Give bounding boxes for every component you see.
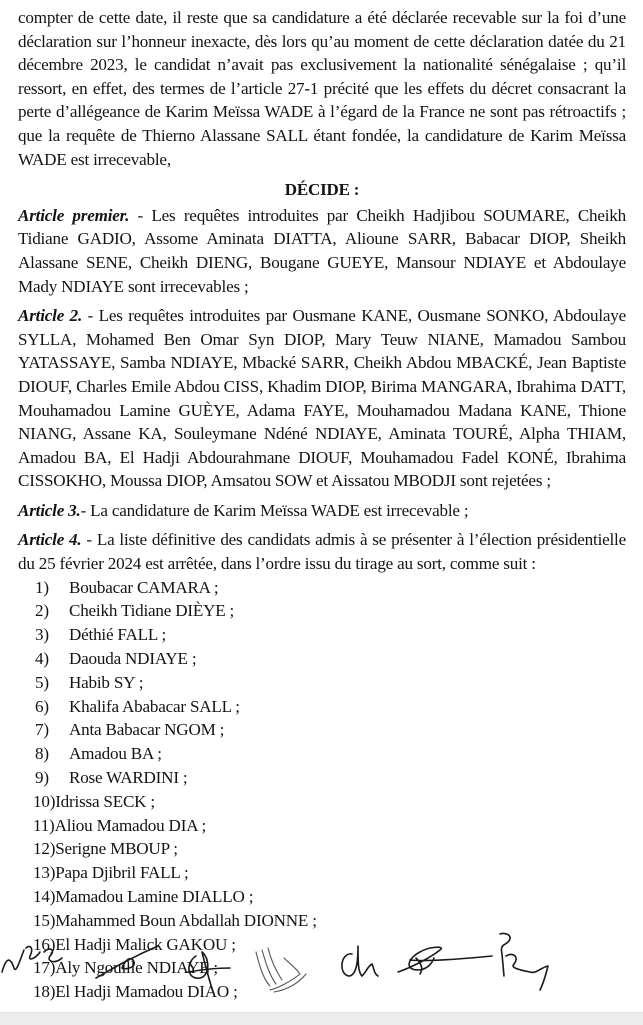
list-number: 1) [35,577,49,597]
list-item [18,695,626,719]
signature-3 [188,952,230,994]
signature-1 [2,946,62,972]
list-item [18,885,626,909]
list-item [18,837,626,861]
list-number: 7) [35,720,49,740]
list-item [18,742,626,766]
candidate-name: Idrissa SECK ; [55,791,155,811]
list-number: 16) [33,934,56,954]
article-3-text: - La candidature de Karim Meïssa WADE est irrecevable ; [80,500,469,520]
candidate-name: Papa Djibril FALL ; [55,863,189,883]
list-number: 3) [35,625,49,645]
signature-2 [96,946,158,978]
article-2-text: - Les requêtes introduites par Ousmane KANE, Ousmane SONKO, Abdoulaye SYLLA, Mohamed Ben Omar Syn DIOP, Mary Teuw NIANE, Mamadou Sambou YATASSAYE, Samba NDIAYE, Mbacké SARR, Cheikh Abdou MBACKÉ, Jean Baptiste DIOUF, Charles Emile Abdou CISS, Khadim DIOP, Birima MANGARA, Ibrahima DATT, Mouhamadou Lamine GUÈYE, Adama FAYE, Mouhamadou Madana KANE, Thione NIANG, Assane KA, Souleymane Ndéné NDIAYE, Aminata TOURÉ, Alpha THIAM, Amadou BA, El Hadji Abdourahmane DIOUF, Mouhamadou Fadel KONÉ, Ibrahima CISSOKHO, Moussa DIOP, Amsatou SOW et Aissatou MBODJI sont rejetées ; [18,306,626,491]
list-number: 17) [33,958,56,978]
candidate-name: Serigne MBOUP ; [55,839,178,859]
article-4-text: - La liste définitive des candidats admis à se présenter à l’élection présidentielle du 25 février 2024 est arrêtée, dans l’ordre issu du tirage au sort, comme suit : [18,530,626,574]
list-item [18,766,626,790]
list-number: 2) [35,601,49,621]
candidate-name: El Hadji Mamadou DIAO ; [55,982,238,1002]
list-item [18,647,626,671]
candidate-name: El Hadji Malick GAKOU ; [55,934,236,954]
list-number: 4) [35,649,49,669]
list-number: 14) [33,887,56,907]
candidate-name: Déthié FALL ; [69,625,167,645]
list-number: 8) [35,744,49,764]
candidate-name: Khalifa Ababacar SALL ; [69,696,240,716]
decide-heading: DÉCIDE : [284,180,360,200]
candidate-name: Amadou BA ; [69,744,162,764]
list-number: 18) [33,982,56,1002]
signatures-svg [0,928,643,998]
list-number: 12) [33,839,56,859]
signature-7 [500,933,548,990]
article-1 [18,204,626,298]
article-2-label: Article 2. [18,306,83,326]
list-number: 5) [35,672,49,692]
article-1-label: Article premier. [18,205,130,225]
list-item [18,576,626,600]
article-2 [18,304,626,493]
list-number: 11) [33,815,55,835]
list-item [18,814,626,838]
article-4-label: Article 4. [18,530,82,550]
signature-4 [256,948,306,992]
candidate-name: Daouda NDIAYE ; [69,649,197,669]
list-item [18,790,626,814]
candidate-name: Aliou Mamadou DIA ; [54,815,207,835]
article-3-label: Article 3. [18,500,81,520]
signature-6 [398,947,492,974]
candidate-name: Cheikh Tidiane DIÈYE ; [69,601,235,621]
list-number: 13) [33,863,56,883]
list-item [18,861,626,885]
article-4 [18,528,626,575]
list-number: 10) [33,791,56,811]
document-page [18,6,626,1004]
list-item [18,671,626,695]
candidate-name: Mamadou Lamine DIALLO ; [55,887,254,907]
intro-paragraph: compter de cette date, il reste que sa candidature a été déclarée recevable sur la foi d’une déclaration sur l’honneur inexacte, dès lors qu’au moment de cette déclaration datée du 21 décembre 2023, le candidat n’avait pas exclusivement la nationalité sénégalaise ; qu’il ressort, en effet, des termes de l’article 27-1 précité que les effets du décret consacrant la perte d’allégeance de Karim Meïssa WADE à l’égard de la France ne sont pas rétroactifs ; que la requête de Thierno Alassane SALL étant fondée, la candidature de Karim Meïssa WADE est irrecevable, [18,8,626,169]
list-number: 15) [33,910,56,930]
list-number: 6) [35,696,49,716]
signatures-row [0,928,643,998]
list-item [18,623,626,647]
list-item [18,599,626,623]
article-1-text: - Les requêtes introduites par Cheikh Hadjibou SOUMARE, Cheikh Tidiane GADIO, Assome Aminata DIATTA, Alioune SARR, Babacar DIOP, Sheikh Alassane SENE, Cheikh DIENG, Bougane GUEYE, Mansour NDIAYE et Abdoulaye Mady NDIAYE sont irrecevables ; [18,205,626,296]
list-item [18,718,626,742]
article-3 [18,499,626,523]
candidate-name: Boubacar CAMARA ; [69,577,219,597]
candidate-name: Aly Ngouille NDIAYE ; [55,958,218,978]
candidate-name: Habib SY ; [69,672,144,692]
list-number: 9) [35,768,49,788]
candidate-name: Mahammed Boun Abdallah DIONNE ; [55,910,317,930]
candidate-name: Anta Babacar NGOM ; [69,720,225,740]
signature-5 [342,946,378,976]
page-bottom-edge [0,1012,643,1025]
candidate-name: Rose WARDINI ; [69,768,188,788]
